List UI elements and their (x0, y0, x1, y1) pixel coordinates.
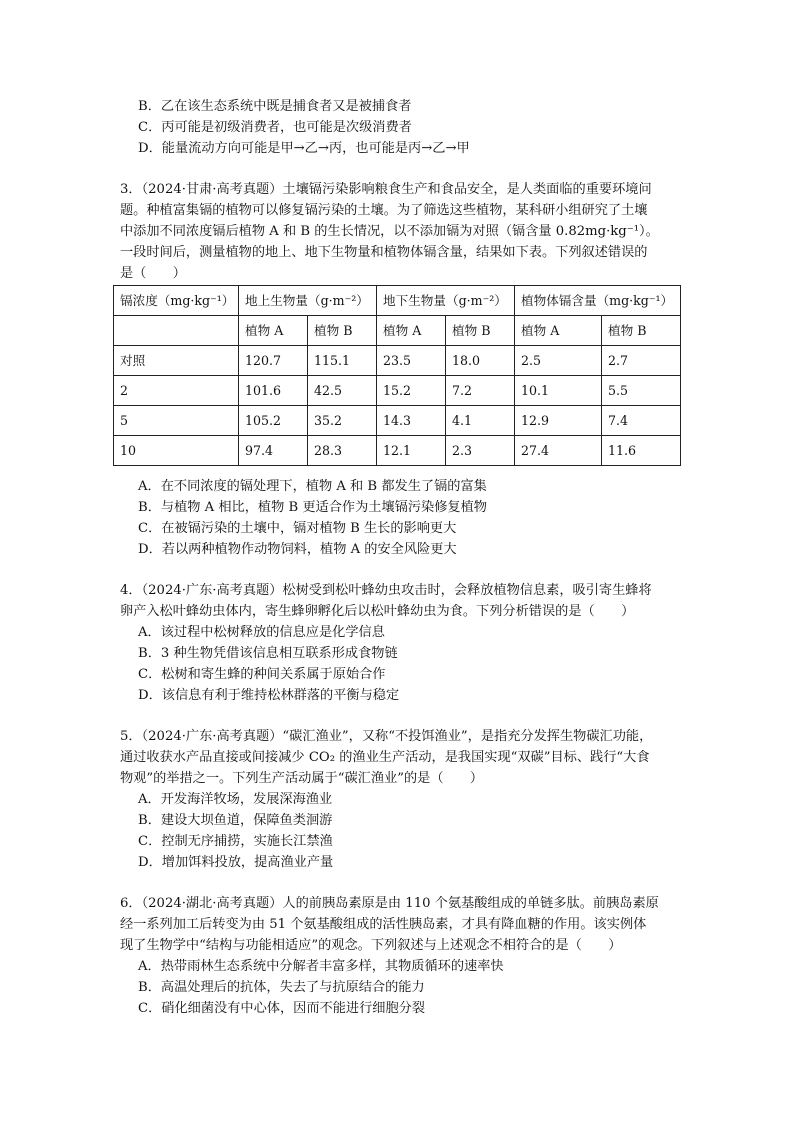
q6-stem-line: 6．（2024·湖北·高考真题）人的前胰岛素原是由 110 个氨基酸组成的单链多肽。前胰岛素原 (120, 896, 659, 911)
q3-stem-line: 中添加不同浓度镉后植物 A 和 B 的生长情况，以不添加镉为对照（镉含量 0.82mg·kg⁻¹）。 (120, 224, 659, 239)
q5-option-c: C．控制无序捕捞，实施长江禁渔 (138, 834, 333, 849)
q5-stem-line: 通过收获水产品直接或间接减少 CO₂ 的渔业生产活动，是我国实现“双碳”目标、践行“大食 (120, 750, 650, 765)
table-cell: 14.3 (377, 406, 446, 436)
table-cell: 105.2 (239, 406, 308, 436)
q6-stem (120, 893, 680, 956)
table-cell: 2.3 (446, 436, 515, 466)
table-cell: 28.3 (308, 436, 377, 466)
table-cell: 2.7 (602, 346, 681, 376)
q5-option-a: A．开发海洋牧场，发展深海渔业 (138, 792, 333, 807)
table-header-cell: 地下生物量（g·m⁻²） (377, 286, 515, 316)
q5-option-d: D．增加饵料投放，提高渔业产量 (138, 855, 334, 870)
table-header-cell: 镉浓度（mg·kg⁻¹） (114, 286, 239, 316)
table-cell: 23.5 (377, 346, 446, 376)
q3-stem-line: 是（ ） (120, 266, 186, 281)
q6-stem-line: 现了生物学中“结构与功能相适应”的观念。下列叙述与上述观念不相符合的是（ ） (120, 938, 622, 953)
table-cell: 101.6 (239, 376, 308, 406)
table-cell: 4.1 (446, 406, 515, 436)
table-cell: 5 (114, 406, 239, 436)
table-cell: 2 (114, 376, 239, 406)
q6-option-c: C．硝化细菌没有中心体，因而不能进行细胞分裂 (138, 1001, 426, 1016)
table-cell: 97.4 (239, 436, 308, 466)
q3-option-b: B．与植物 A 相比，植物 B 更适合作为土壤镉污染修复植物 (138, 500, 487, 515)
q4-stem (120, 580, 680, 622)
q6-option-a: A．热带雨林生态系统中分解者丰富多样，其物质循环的速率快 (138, 959, 504, 974)
table-header-cell: 地上生物量（g·m⁻²） (239, 286, 377, 316)
table-subheader-cell: 植物 B (602, 316, 681, 346)
q3-stem-line: 一段时间后，测量植物的地上、地下生物量和植物体镉含量，结果如下表。下列叙述错误的 (120, 245, 648, 260)
table-subheader-cell: 植物 A (515, 316, 602, 346)
table-cell (114, 316, 239, 346)
q3-data-table (113, 285, 681, 466)
q4-stem-line: 4．（2024·广东·高考真题）松树受到松叶蜂幼虫攻击时，会释放植物信息素，吸引寄生蜂将 (120, 583, 652, 598)
q6-option-b: B．高温处理后的抗体，失去了与抗原结合的能力 (138, 980, 425, 995)
table-cell: 10.1 (515, 376, 602, 406)
q3-option-c: C．在被镉污染的土壤中，镉对植物 B 生长的影响更大 (138, 521, 457, 536)
q2-option-c: C．丙可能是初级消费者，也可能是次级消费者 (138, 120, 412, 135)
table-subheader-cell: 植物 B (308, 316, 377, 346)
table-row (114, 406, 681, 436)
table-cell: 27.4 (515, 436, 602, 466)
table-subheader-row (114, 316, 681, 346)
table-subheader-cell: 植物 B (446, 316, 515, 346)
q3-option-d: D．若以两种植物作动物饲料，植物 A 的安全风险更大 (138, 542, 457, 557)
table-subheader-cell: 植物 A (377, 316, 446, 346)
table-cell: 12.1 (377, 436, 446, 466)
table-cell: 2.5 (515, 346, 602, 376)
table-cell: 18.0 (446, 346, 515, 376)
q3-stem-line: 题。种植富集镉的植物可以修复镉污染的土壤。为了筛选这些植物，某科研小组研究了土壤 (120, 203, 648, 218)
q5-stem-line: 5．（2024·广东·高考真题）“碳汇渔业”，又称“不投饵渔业”，是指充分发挥生物碳汇功能， (120, 729, 653, 744)
table-cell: 10 (114, 436, 239, 466)
q4-stem-line: 卵产入松叶蜂幼虫体内，寄生蜂卵孵化后以松叶蜂幼虫为食。下列分析错误的是（ ） (120, 604, 635, 619)
table-header-cell: 植物体镉含量（mg·kg⁻¹） (515, 286, 681, 316)
q3-stem (120, 179, 680, 284)
table-row (114, 346, 681, 376)
table-cell: 5.5 (602, 376, 681, 406)
q5-stem-line: 物观”的举措之一。下列生产活动属于“碳汇渔业”的是（ ） (120, 771, 484, 786)
table-cell: 对照 (114, 346, 239, 376)
table-cell: 42.5 (308, 376, 377, 406)
q3-stem-line: 3．（2024·甘肃·高考真题）土壤镉污染影响粮食生产和食品安全，是人类面临的重要环境问 (120, 182, 652, 197)
q4-option-c: C．松树和寄生蜂的种间关系属于原始合作 (138, 667, 386, 682)
table-cell: 35.2 (308, 406, 377, 436)
q3-option-a: A．在不同浓度的镉处理下，植物 A 和 B 都发生了镉的富集 (138, 479, 487, 494)
q5-option-b: B．建设大坝鱼道，保障鱼类洄游 (138, 813, 333, 828)
table-row (114, 436, 681, 466)
table-cell: 15.2 (377, 376, 446, 406)
table-cell: 120.7 (239, 346, 308, 376)
table-cell: 11.6 (602, 436, 681, 466)
table-row (114, 376, 681, 406)
table-cell: 7.2 (446, 376, 515, 406)
table-subheader-cell: 植物 A (239, 316, 308, 346)
table-cell: 12.9 (515, 406, 602, 436)
q2-option-d: D．能量流动方向可能是甲→乙→丙，也可能是丙→乙→甲 (138, 141, 470, 156)
q4-option-b: B．3 种生物凭借该信息相互联系形成食物链 (138, 646, 398, 661)
table-header-row (114, 286, 681, 316)
q4-option-a: A．该过程中松树释放的信息应是化学信息 (138, 625, 385, 640)
table-cell: 7.4 (602, 406, 681, 436)
q2-option-b: B．乙在该生态系统中既是捕食者又是被捕食者 (138, 99, 412, 114)
q5-stem (120, 726, 680, 789)
table-cell: 115.1 (308, 346, 377, 376)
q4-option-d: D．该信息有利于维持松林群落的平衡与稳定 (138, 688, 400, 703)
q6-stem-line: 经一系列加工后转变为由 51 个氨基酸组成的活性胰岛素，才具有降血糖的作用。该实例体 (120, 917, 647, 932)
